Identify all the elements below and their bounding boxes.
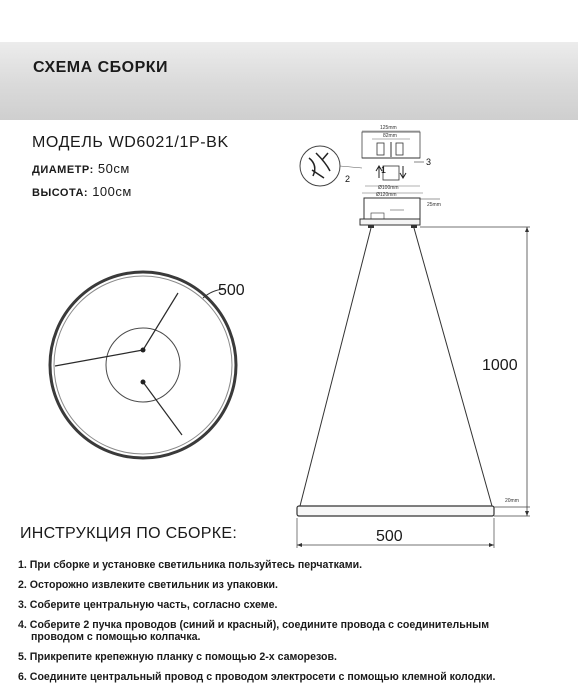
page-title: СХЕМА СБОРКИ <box>33 59 169 76</box>
height-label: ВЫСОТА: <box>32 187 89 199</box>
instruction-step <box>18 619 574 643</box>
ring-side-profile <box>297 506 494 516</box>
cable-right <box>414 228 492 506</box>
dim-125: 125mm <box>380 125 397 131</box>
step-text: Прикрепите крепежную планку с помощью 2-х саморезов. <box>29 651 337 663</box>
model-label: МОДЕЛЬ WD6021/1P-BK <box>32 134 229 151</box>
dim-25: 25mm <box>427 202 441 208</box>
canopy-base <box>360 219 420 225</box>
step-text: Соберите 2 пучка проводов (синий и красный), соедините провода с соединительным <box>29 619 490 631</box>
step-number: 5. <box>18 651 27 663</box>
step-text: Осторожно извлеките светильник из упаковки. <box>29 579 278 591</box>
height-value: 100см <box>92 184 132 199</box>
diameter-label: ДИАМЕТР: <box>32 164 94 176</box>
wiring-detail-circle <box>300 146 340 186</box>
step-number: 4. <box>18 619 27 631</box>
width-dimension: 500 <box>376 528 403 545</box>
ring-thickness-dim: 20mm <box>505 498 519 504</box>
callout-1: 1 <box>381 165 387 175</box>
bracket-right <box>396 143 403 155</box>
arrow-down-icon <box>400 166 406 178</box>
instructions-title: ИНСТРУКЦИЯ ПО СБОРКЕ: <box>20 525 238 542</box>
step-number: 1. <box>18 559 27 571</box>
detail-leader <box>340 166 362 168</box>
step-text: При сборке и установке светильника пользуйтесь перчатками. <box>29 559 363 571</box>
wire-connector-icon <box>309 153 330 178</box>
cable-left <box>300 228 371 506</box>
step-number: 3. <box>18 599 27 611</box>
step-number: 6. <box>18 671 27 683</box>
instruction-step <box>18 671 574 683</box>
instruction-step <box>18 651 574 663</box>
instructions-list <box>18 559 574 691</box>
dim-82: 82mm <box>383 133 397 139</box>
step-text-continued: проводом с помощью колпачка. <box>31 631 201 643</box>
instruction-step <box>18 599 574 611</box>
callout-3: 3 <box>426 157 432 167</box>
step-text: Соберите центральную часть, согласно схеме. <box>29 599 278 611</box>
callout-2: 2 <box>345 174 351 184</box>
cable-grip-left <box>368 225 374 228</box>
step-number: 2. <box>18 579 27 591</box>
height-dimension: 1000 <box>482 357 518 374</box>
step-text: Соедините центральный провод с проводом электросети с помощью клемной колодки. <box>29 671 496 683</box>
bracket-left <box>377 143 384 155</box>
instruction-step <box>18 559 574 571</box>
instruction-step <box>18 579 574 591</box>
diameter-value: 50см <box>97 161 130 176</box>
dim-dia100: Ø100mm <box>378 185 399 191</box>
top-view-dimension: 500 <box>218 282 245 299</box>
cable-grip-right <box>411 225 417 228</box>
dim-dia120: Ø120mm <box>376 192 397 198</box>
